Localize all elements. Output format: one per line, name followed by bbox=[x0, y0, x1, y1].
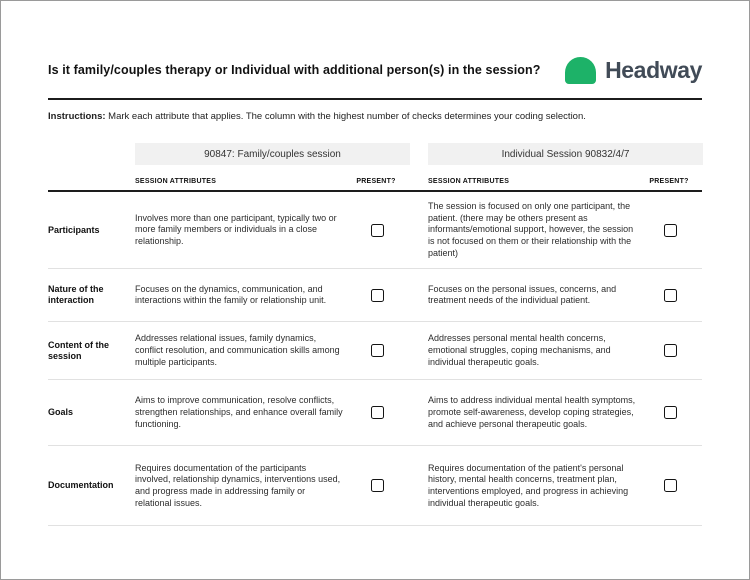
table-row-nature-of-interaction bbox=[48, 269, 702, 322]
family-present-checkbox[interactable] bbox=[371, 224, 384, 237]
table-row-documentation bbox=[48, 446, 702, 526]
instructions-text: Mark each attribute that applies. The column with the highest number of checks determines your coding selection. bbox=[108, 111, 586, 122]
individual-present-checkbox[interactable] bbox=[664, 479, 677, 492]
individual-description: The session is focused on only one participant, the patient. (there may be others present as informants/emotional support, however, the session is not focused on them or their relationship with the patient) bbox=[428, 201, 634, 258]
row-label: Participants bbox=[48, 224, 100, 235]
column-headers bbox=[48, 143, 702, 165]
header-divider bbox=[48, 98, 702, 100]
headway-logo-wordmark: Headway bbox=[605, 56, 702, 83]
subheader-present-individual: PRESENT? bbox=[649, 178, 689, 185]
table-row-content-of-session bbox=[48, 322, 702, 380]
family-description: Aims to improve communication, resolve conflicts, strengthen relationships, and enhance overall family functioning. bbox=[135, 395, 343, 429]
row-label: Content of the session bbox=[48, 339, 109, 361]
column-header-individual: Individual Session 90832/4/7 bbox=[428, 143, 703, 165]
header bbox=[48, 49, 702, 91]
family-description: Requires documentation of the participants involved, relationship dynamics, interventions used, and progress made in addressing family or relational issues. bbox=[135, 462, 341, 508]
row-label: Documentation bbox=[48, 480, 114, 491]
family-description: Focuses on the dynamics, communication, and interactions within the family or relationship unit. bbox=[135, 283, 327, 306]
subheader-session-attributes-individual: SESSION ATTRIBUTES bbox=[428, 178, 510, 185]
family-present-checkbox[interactable] bbox=[371, 344, 384, 357]
family-description: Involves more than one participant, typically two or more family members or individuals in a close relationship. bbox=[135, 212, 337, 247]
table-row-participants bbox=[48, 192, 702, 269]
individual-description: Aims to address individual mental health symptoms, promote self-awareness, develop coping strategies, and achieve personal therapeutic goals. bbox=[428, 395, 636, 429]
column-header-family: 90847: Family/couples session bbox=[135, 143, 410, 165]
individual-present-checkbox[interactable] bbox=[664, 406, 677, 419]
subheader-row bbox=[48, 178, 702, 192]
row-label: Nature of the interaction bbox=[48, 284, 104, 306]
headway-logo-mark-icon bbox=[565, 57, 596, 84]
subheader-session-attributes-family: SESSION ATTRIBUTES bbox=[135, 178, 217, 185]
instructions-label: Instructions: bbox=[48, 111, 106, 122]
individual-present-checkbox[interactable] bbox=[664, 289, 677, 302]
row-label: Goals bbox=[48, 407, 74, 418]
page-title: Is it family/couples therapy or Individual with additional person(s) in the session? bbox=[48, 63, 541, 77]
headway-logo bbox=[565, 57, 702, 84]
individual-description: Focuses on the personal issues, concerns, and treatment needs of the individual patient. bbox=[428, 283, 617, 306]
family-present-checkbox[interactable] bbox=[371, 406, 384, 419]
individual-present-checkbox[interactable] bbox=[664, 224, 677, 237]
individual-description: Requires documentation of the patient's personal history, mental health concerns, treatment plan, interventions employed, and progress in achieving individual therapeutic goals. bbox=[428, 462, 629, 508]
table-row-goals bbox=[48, 380, 702, 446]
family-present-checkbox[interactable] bbox=[371, 289, 384, 302]
individual-description: Addresses personal mental health concerns, emotional struggles, coping mechanisms, and individual therapeutic goals. bbox=[428, 333, 611, 367]
family-present-checkbox[interactable] bbox=[371, 479, 384, 492]
subheader-present-family: PRESENT? bbox=[356, 178, 396, 185]
instructions bbox=[48, 111, 702, 122]
family-description: Addresses relational issues, family dynamics, conflict resolution, and communication skills among multiple participants. bbox=[135, 333, 340, 367]
individual-present-checkbox[interactable] bbox=[664, 344, 677, 357]
